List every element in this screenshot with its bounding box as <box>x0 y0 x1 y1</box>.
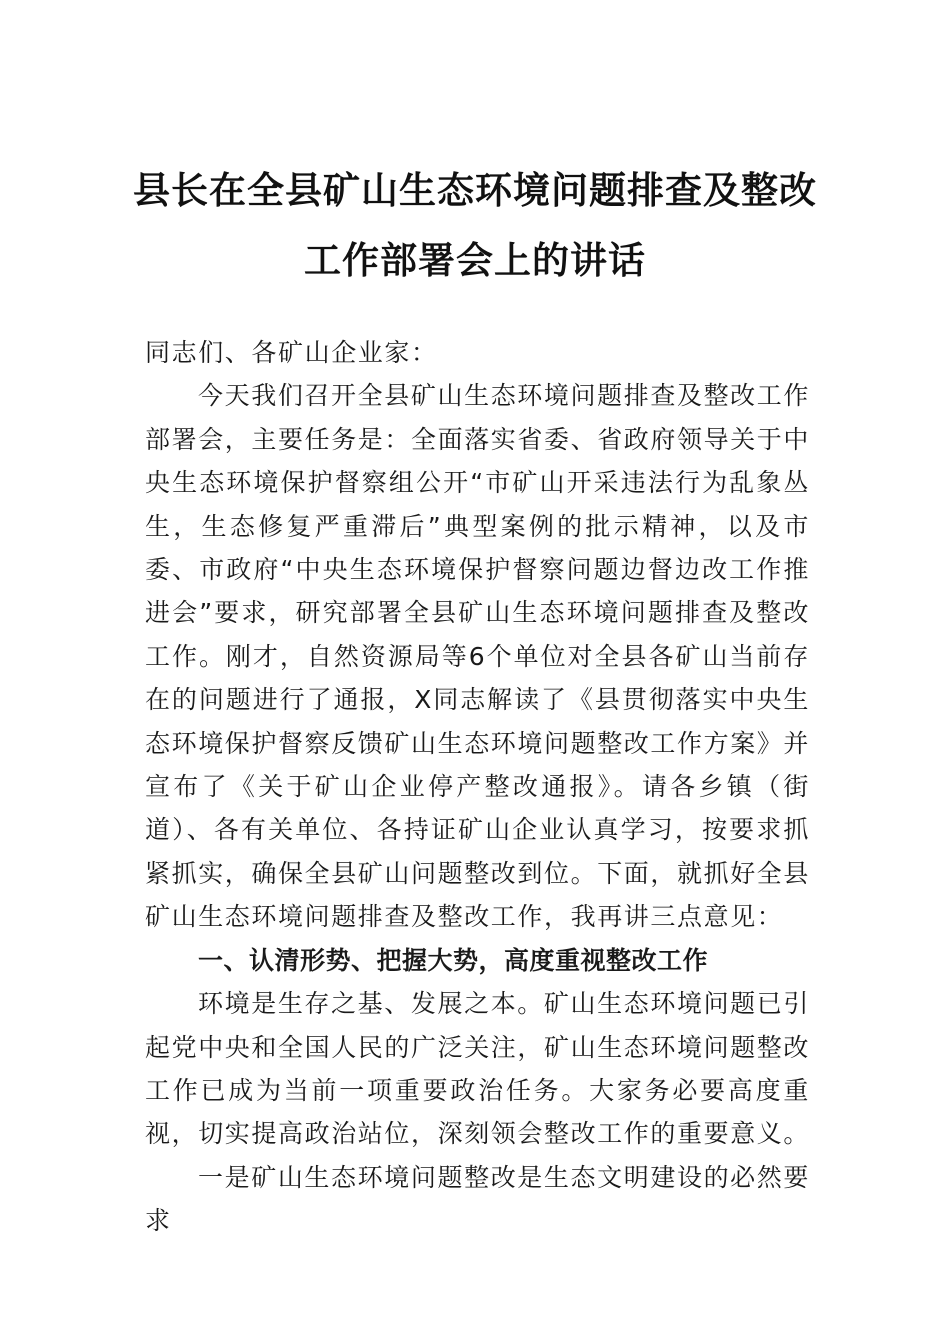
paragraph-environment: 环境是生存之基、发展之本。矿山生态环境问题已引起党中央和全国人民的广泛关注，矿山生态环境问题整改工作已成为当前一项重要政治任务。大家务必要高度重视，切实提高政治站位，深刻领会整改工作的重要意义。 <box>145 989 811 1149</box>
document-title-line-1: 县长在全县矿山生态环境问题排查及整改 <box>133 168 817 212</box>
document-body <box>145 331 810 1243</box>
salutation: 同志们、各矿山企业家： <box>145 338 438 367</box>
section-heading-1: 一、认清形势、把握大势，高度重视整改工作 <box>198 945 709 975</box>
paragraph-point-one: 一是矿山生态环境问题整改是生态文明建设的必然要求 <box>145 1162 810 1236</box>
paragraph-intro: 今天我们召开全县矿山生态环境问题排查及整改工作部署会，主要任务是：全面落实省委、省政府领导关于中央生态环境保护督察组公开“市矿山开采违法行为乱象丛生，生态修复严重滞后”典型案例的批示精神，以及市委、市政府“中央生态环境保护督察问题边督边改工作推进会”要求，研究部署全县矿山生态环境问题排查及整改工作。刚才，自然资源局等6个单位对全县各矿山当前存在的问题进行了通报，X同志解读了《县贯彻落实中央生态环境保护督察反馈矿山生态环境问题整改工作方案》并宣布了《关于矿山企业停产整改通报》。请各乡镇（街道）、各有关单位、各持证矿山企业认真学习，按要求抓紧抓实，确保全县矿山问题整改到位。下面，就抓好全县矿山生态环境问题排查及整改工作，我再讲三点意见： <box>145 381 811 932</box>
document-title-line-2: 工作部署会上的讲话 <box>304 238 646 282</box>
